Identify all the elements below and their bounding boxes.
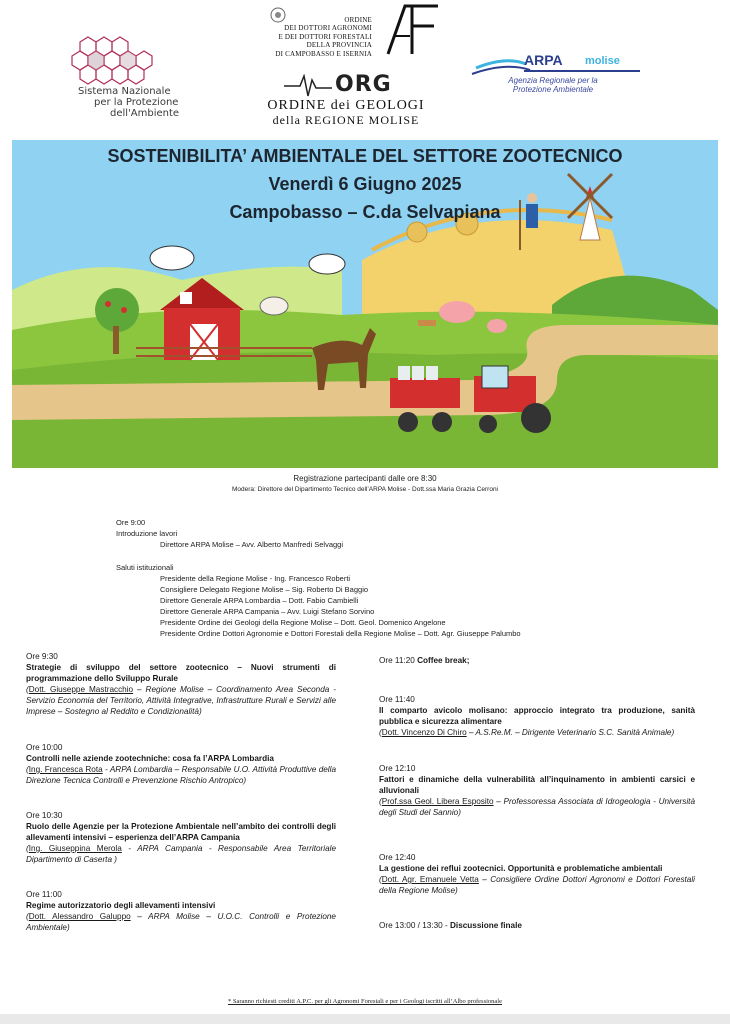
speaker-role: - ARPA Campania - Responsabile Area Territoriale Dipartimento di Caserta ) xyxy=(26,844,336,864)
intro-speaker: Direttore ARPA Molise – Avv. Alberto Manfredi Selvaggi xyxy=(160,540,344,549)
arpa-sub-1: Agenzia Regionale per la xyxy=(508,76,598,85)
greetings-label: Saluti istituzionali xyxy=(116,563,174,572)
event-title: SOSTENIBILITA’ AMBIENTALE DEL SETTORE ZOOTECNICO xyxy=(107,146,623,166)
odaf-line: ORDINE xyxy=(344,16,372,24)
speaker-name: Ing. Francesca Rota xyxy=(28,765,103,774)
arpa-name: ARPA xyxy=(524,52,563,68)
slot-title: Controlli nelle aziende zootechniche: cosa fa l’ARPA Lombardia xyxy=(26,754,274,763)
greeting-item: Consigliere Delegato Regione Molise – Sig. Roberto Di Baggio xyxy=(160,585,369,594)
moderator-note: Modera: Direttore del Dipartimento Tecnico dell’ARPA Molise - Dott.ssa Maria Grazia Cerroni xyxy=(232,486,498,493)
odaf-line: DELLA PROVINCIA xyxy=(306,41,372,50)
credits-footnote: * Saranno richiesti crediti A.P.C. per gli Agronomi Forestali e per i Geologi iscritti all’Albo professionale xyxy=(227,998,503,1005)
greeting-item: Direttore Generale ARPA Campania – Avv. Luigi Stefano Sorvino xyxy=(160,607,375,616)
arpa-region: molise xyxy=(585,55,620,67)
program-slot xyxy=(26,810,336,865)
slot-description: (Dott. Giuseppe Mastracchio – Regione Molise – Coordinamento Area Seconda - Servizio Economia del Territorio, Attività Integrative, Infrastrutture Rurali e Servizi alle Imprese – Sostegno al Reddito e Condizionalità) xyxy=(26,685,336,716)
bottom-bar xyxy=(0,1014,730,1024)
slot-title: Coffee break; xyxy=(417,656,470,665)
speaker-name: Dott. Agr. Emanuele Vetta xyxy=(381,875,479,884)
snpa-line-3: dell'Ambiente xyxy=(110,108,180,119)
odaf-line: DI CAMPOBASSO E ISERNIA xyxy=(275,49,372,58)
speaker-name: Dott. Vincenzo Di Chiro xyxy=(381,728,467,737)
program-slot xyxy=(379,852,695,896)
program-slot xyxy=(379,763,695,818)
greeting-item: Presidente Ordine dei Geologi della Regione Molise – Dott. Geol. Domenico Angelone xyxy=(160,618,446,627)
slot-description: (Ing. Giuseppina Merola - ARPA Campania - Responsabile Area Territoriale Dipartimento di Caserta ) xyxy=(26,844,336,864)
slot-description: (Dott. Vincenzo Di Chiro – A.S.Re.M. – Dirigente Veterinario S.C. Sanità Animale) xyxy=(379,728,675,737)
slot-title: La gestione dei reflui zootecnici. Opportunità e problematiche ambientali xyxy=(379,864,663,873)
geologi-org: ORG xyxy=(335,72,392,97)
slot-title: Regime autorizzatorio degli allevamenti intensivi xyxy=(26,901,216,910)
slot-title: Discussione finale xyxy=(450,921,522,930)
greeting-item: Presidente Ordine Dottori Agronomie e Dottori Forestali della Regione Molise – Dott. Agr. Giuseppe Palumbo xyxy=(160,629,521,638)
snpa-line-2: per la Protezione xyxy=(94,97,179,108)
slot-time: Ore 9:30 xyxy=(26,652,58,661)
speaker-role: – Professoressa Associata di Idrogeologia - Università degli Studi del Sannio) xyxy=(379,797,695,817)
slot-title: Il comparto avicolo molisano: approccio integrato tra produzione, sanità pubblica e sicurezza alimentare xyxy=(379,706,695,726)
intro-label: Introduzione lavori xyxy=(116,529,178,538)
slot-time: Ore 12:10 xyxy=(379,764,416,773)
slot-time: Ore 10:30 xyxy=(26,811,63,820)
slot-time: Ore 11:00 xyxy=(26,890,62,899)
speaker-name: Dott. Giuseppe Mastracchio xyxy=(28,685,134,694)
slot-title: Strategie di sviluppo del settore zootecnico – Nuovi strumenti di programmazione dello Sviluppo Rurale xyxy=(26,663,336,683)
speaker-role: – Regione Molise – Coordinamento Area Seconda - Servizio Economia del Territorio, Attività Integrative, Infrastrutture Rurali e Servizi alle Imprese – Sostegno al Reddito e Condizionalità) xyxy=(26,685,336,716)
geologi-line-2: della REGIONE MOLISE xyxy=(272,113,420,127)
slot-description: (Dott. Alessandro Galuppo – ARPA Molise – U.O.C. Controlli e Protezione Ambientale) xyxy=(26,912,336,932)
slot-title: Ruolo delle Agenzie per la Protezione Ambientale nell’ambito dei controlli degli allevamenti intensivi – esperienza dell’ARPA Campania xyxy=(26,822,336,842)
greeting-item: Direttore Generale ARPA Lombardia – Dott. Fabio Cambielli xyxy=(160,596,359,605)
intro-section xyxy=(116,517,521,639)
slot-time: Ore 13:00 / 13:30 xyxy=(379,921,443,930)
odaf-line: DEI DOTTORI AGRONOMI xyxy=(284,24,372,33)
snpa-line-1: Sistema Nazionale xyxy=(78,86,171,97)
slot-description: (Dott. Agr. Emanuele Vetta – Consigliere Ordine Dottori Agronomi e Dottori Forestali della Regione Molise) xyxy=(379,875,696,895)
program-slot xyxy=(26,889,336,933)
program-slot xyxy=(26,651,336,717)
slot-time: Ore 11:20 xyxy=(379,656,415,665)
slot-time: Ore 10:00 xyxy=(26,743,63,752)
registration-note: Registrazione partecipanti dalle ore 8:30 xyxy=(293,474,437,483)
intro-time: Ore 9:00 xyxy=(116,518,146,527)
slot-time: Ore 11:40 xyxy=(379,695,415,704)
program-slot xyxy=(26,742,336,786)
greeting-item: Presidente della Regione Molise - Ing. Francesco Roberti xyxy=(160,574,351,583)
slot-time: Ore 12:40 xyxy=(379,853,416,862)
event-location: Campobasso – C.da Selvapiana xyxy=(229,202,501,222)
odaf-line: E DEI DOTTORI FORESTALI xyxy=(278,32,372,41)
hero-banner xyxy=(12,140,718,468)
program-slot: Ore 13:00 / 13:30 - Discussione finale xyxy=(379,921,522,930)
slot-description: (Prof.ssa Geol. Libera Esposito – Professoressa Associata di Idrogeologia - Università degli Studi del Sannio) xyxy=(379,797,695,817)
arpa-sub-2: Protezione Ambientale xyxy=(512,85,594,94)
speaker-role: – Consigliere Ordine Dottori Agronomi e Dottori Forestali della Regione Molise) xyxy=(379,875,696,895)
speaker-role: – ARPA Molise – U.O.C. Controlli e Protezione Ambientale) xyxy=(26,912,336,932)
event-date: Venerdì 6 Giugno 2025 xyxy=(268,174,462,194)
program-left-column xyxy=(26,651,336,933)
program-slot xyxy=(379,694,695,738)
program-slot xyxy=(379,655,695,666)
speaker-name: Prof.ssa Geol. Libera Esposito xyxy=(381,797,494,806)
speaker-role: – A.S.Re.M. – Dirigente Veterinario S.C. Sanità Animale) xyxy=(466,728,675,737)
speaker-name: Dott. Alessandro Galuppo xyxy=(28,912,131,921)
speaker-name: Ing. Giuseppina Merola xyxy=(28,844,122,853)
slot-title: Fattori e dinamiche della vulnerabilità all’inquinamento in ambienti carsici e alluvionali xyxy=(379,775,695,795)
program-right-column xyxy=(379,655,695,931)
geologi-line-1: ORDINE dei GEOLOGI xyxy=(267,98,425,113)
slot-description: (Ing. Francesca Rota - ARPA Lombardia – Responsabile U.O. Attività Produttive della Direzione Tecnica Controlli e Prevenzione Rischio Antropico) xyxy=(26,765,336,785)
speaker-role: - ARPA Lombardia – Responsabile U.O. Attività Produttive della Direzione Tecnica Controlli e Prevenzione Rischio Antropico) xyxy=(26,765,336,785)
